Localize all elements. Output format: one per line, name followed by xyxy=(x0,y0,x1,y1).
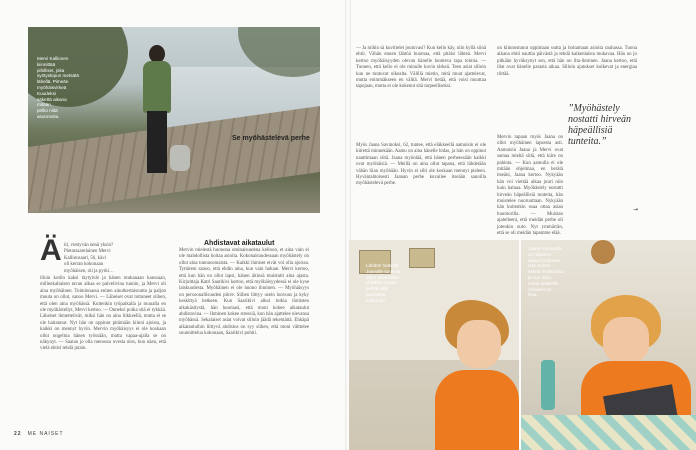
article-column-1: illoin kotiin kaksi täytyivät ja hänen mukanaan kanssaan, millenkaltaisen tavan alkaa se palvelivina tunnin, ja Mervi oli aina myöhäinen. Toiminnassa eniten ainutkertaisuutta ja paljon muuta on ollut, sanoo Mervi. — Läheiset ovat tottuneet siihen, että olen aina myöhässä. Kuitenkin työpaikalla ja muualla en ole myöhästellyt, Mervi kertoo. — Onneksi poika sitä ei tykkää. Läheiset ihmettelivät, miksi hän on aina liikkeellä, mutta ei se ole haitannut. Nyt hän on oppinut pitämään kiinni ajoista, ja kaikki on mennyt hyvin. Mervin myöhäisyys ei ole koskaan ollut ongelma hänen työssään, mutta vapaa-ajalla se on näkynyt. — Saatan jo olla menossa ovesta ulos, kun näen, että vielä ehtisi tehdä jotain. xyxy=(40,276,166,352)
photo-caption-bottom-right: Jaana Savinoilla on hiljainen aikaa ihmpouen. Hän ennen säkeä muistoissa ja nuo illoja, mutta keskiöllä erilaisen on iltaa. xyxy=(528,246,564,298)
magazine-name: ME NAISET xyxy=(27,431,64,437)
woman-figure xyxy=(445,300,519,450)
article-intro-column: iti, viettyvän nenä yksin? Pietarsaarelainen Mervi Kallionsaari, 56, kävi oli kerran kokonaan myöhäisen, oli ja pyrki… xyxy=(64,243,114,274)
photo-caption-bottom-middle: Lähdön hetkellä Jaanalle tuntevia arjen mitenkäkin yhtäkkiä muuta kehitä siitä puoliväliä makuuun. xyxy=(366,263,401,303)
drop-cap: Ä xyxy=(40,234,62,267)
dog-figure xyxy=(170,145,190,171)
article-column-4: on kiinnostunut oppimaan uutta ja hoitamaan asioita rauhassa. Tuona aikana ehtii nauttia päivästä ja tehdä kaikenlaista mukavaa. Hän on jo pitkään hyväksynyt sen, että hän on ilta-ihminen. Jaana kertoo, että illat ovat hänelle parasta aikaa. Silloin ajatukset kulkevat ja energiaa riittää. xyxy=(497,46,637,77)
subheading-myohastelava-perhe: Se myöhästelevä perhe xyxy=(232,135,310,142)
page-number: 22 xyxy=(14,431,22,437)
article-column-3b: Myös Jaana Savinoksi, 62, tuntee, että eläkkeellä aamuisin ei ole kiirettä minnekään. Aamu on aina hänelle hidas, ja hän on oppinut nauttimaan siitä. Jaana myöntää, että hänen perheessään kaikki ovat myöhäisiä. — Meillä on aina ollut tapana, että lähdetään vähän liian myöhään. Hyvin ei silti ole koskaan mennyt pieleen. Hyväntahtoisesti Jaanan perhe kuvailee itseään sanoilla myöhästelevä perhe. xyxy=(356,143,486,187)
article-column-4b: Mervin tapaan myös Jaana on ollut myöhäinen lapsesta asti. Aamuisin Jaana ja Mervi ovat samaa mieltä siitä, että kiire on pahinta. — Kun aamulla ei ole mitään ohjelmaa, en herätä itseäni, Jaana kertoo. Nykyään hän voi viettää aikaa juuri niin kuin haluaa. Myöhästely nostatti hirveän häpeällisiä tunteita, hän muistelee nuoruuttaan. Nykyään hän kuitenkin osaa ottaa asian huumorilla. — Muistan ajatelleeni, että meidän perhe oli jotenkin outo. Nyt ymmärrän, että se oli meidän tapamme elää. xyxy=(497,135,563,237)
water-bottle xyxy=(541,360,555,410)
photo-caption-top-left: Mervi Kallionen kiinnittää pihilliset, joka syötyslopun metsätä lähellä. Pimeän myöhäisvirkeä Kuudeksi säkettä aikana mitään pelko niitä asunnosta. xyxy=(37,56,79,119)
tablecloth xyxy=(521,415,696,450)
woman-figure xyxy=(140,45,174,185)
article-column-3: — Ja mihin sä kuvittelet joutuvasi? Kun kello käy, niin kyllä siinä ehtii. Vähän ennen lähtöä huomaa, että pitäisi lähteä. Mervi kertoo myöhäisyyden olevan hänelle luonteva tapa toimia. — Tunnen, että kello ei ole minulle kovin tärkeä. Teen asiat silloin kun ne tuntuvat oikealta. Välillä mietin, mitä muut ajattelevat, mutta enimmäkseen en välitä. Mervi tietää, että voisi muuttaa tapojaan, mutta ei ole kokenut sitä tarpeelliseksi. xyxy=(356,46,486,90)
article-column-2: Mervin mielestä huonona ominaisuutena kelloon, et aina vain ei ole mahdollista hoitaa asioita. Kokonaisuudessaan myöhästely on ollut aina tunnusomaista. — Kaikki ihmiset eivät voi olla ajoissa. Tyttäreni sanoo, että ehdin aina, kun vain haluan. Mervi kertoo, että kun hän on ollut lapsi, hänen äitinsä muistutti aina ajasta. Kirjoittaja Katri Saarikivi kertoo, että myöhäisyydessä ei ole kyse laiskuudesta. Myöhäinen ei ole huono ihminen. — Myöhäisyys on persoonallisuuden piirre. Siihen liittyy usein luovuus ja kyky keskittyä hetkeen. Kun Saarikivi alkoi tutkia ihmisten aikakäsitystä, hän huomasi, että moni kokee aikataulut ahdistavina. — Ihminen kokee stressiä, kun hän ajattelee olevansa myöhässä. Sekalaiset asiat voivat silloin jäädä tekemättä. Ehkäpä aikatauluihin liittyvä ahdistus on syy siihen, että moni välttelee suunnittelua kokonaan, Saarikivi pohtii. xyxy=(179,248,309,337)
page-footer xyxy=(14,431,64,437)
wall-clock xyxy=(591,240,615,264)
continue-arrow-icon: → xyxy=(633,206,639,213)
subheading-ahdistavat-aikataulut: Ahdistavat aikataulut xyxy=(204,240,275,247)
pull-quote: ”Myöhästely nostatti hirveän häpeällisiä tunteita.” xyxy=(568,103,632,147)
photo-woman-on-boardwalk xyxy=(28,27,320,213)
